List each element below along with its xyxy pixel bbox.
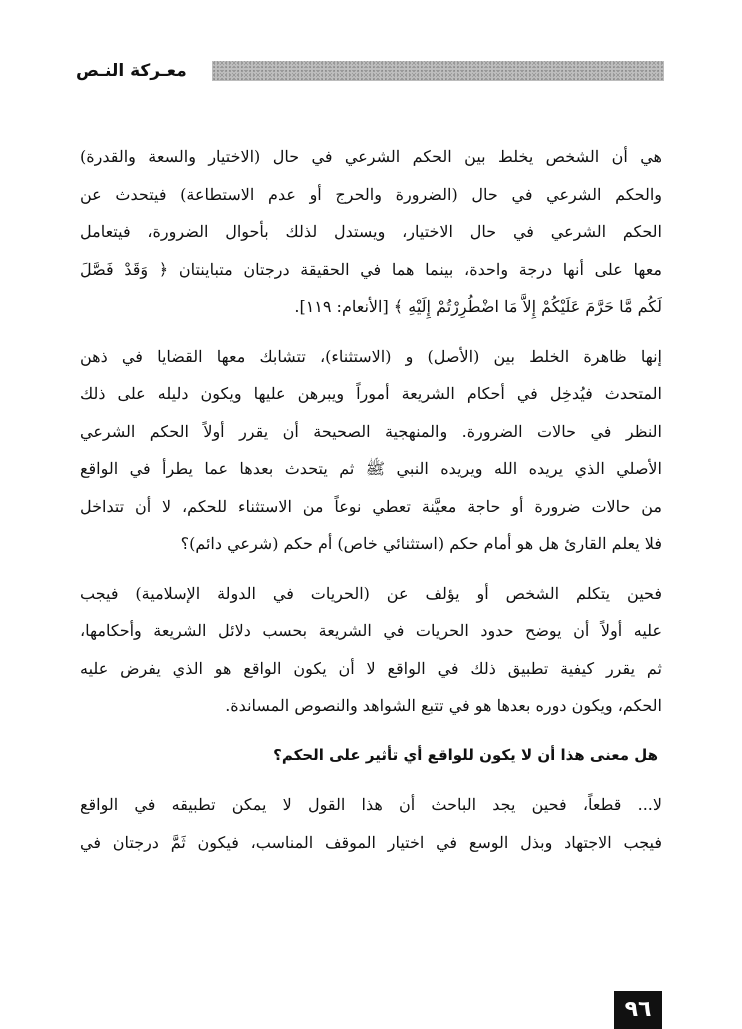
text-line: النظر في حالات الضرورة. والمنهجية الصحيحة أن يقرر أولاً الحكم الشرعي bbox=[80, 421, 662, 441]
text-line: فحين يتكلم الشخص أو يؤلف عن (الحريات في الدولة الإسلامية) فيجب bbox=[80, 583, 662, 603]
header-decorative-band bbox=[212, 61, 664, 81]
text-line: والحكم الشرعي في حال (الضرورة والحرج أو عدم الاستطاعة) فيتحدث عن bbox=[80, 184, 662, 204]
paragraph-1 bbox=[80, 138, 662, 326]
text-line: لَكُم مَّا حَرَّمَ عَلَيْكُمْ إِلاَّ مَا اضْطُرِرْتُمْ إِلَيْهِ ﴾ [الأنعام: ١١٩]. bbox=[294, 297, 662, 316]
text-line: معها على أنها درجة واحدة، بينما هما في الحقيقة درجتان متباينتان ﴿ وَقَدْ فَصَّلَ bbox=[80, 259, 662, 279]
text-line: فيجب الاجتهاد وبذل الوسع في اختيار الموقف المناسب، فيكون ثَمَّ درجتان في bbox=[80, 832, 662, 852]
paragraph-3 bbox=[80, 575, 662, 725]
text-line: إنها ظاهرة الخلط بين (الأصل) و (الاستثناء)، تتشابك معها القضايا في ذهن bbox=[80, 346, 662, 366]
page-number: ٩٦ bbox=[614, 991, 662, 1029]
text-line: عليه أولاً أن يوضح حدود الحريات في الشريعة بحسب دلائل الشريعة وأحكامها، bbox=[80, 621, 662, 640]
page-body bbox=[80, 138, 662, 873]
text-line: فلا يعلم القارئ هل هو أمام حكم (استثنائي خاص) أم حكم (شرعي دائم)؟ bbox=[180, 534, 662, 553]
text-line: ثم يقرر كيفية تطبيق ذلك في الواقع لا أن يكون الواقع هو الذي يفرض عليه bbox=[80, 658, 662, 678]
text-line: هي أن الشخص يخلط بين الحكم الشرعي في حال (الاختيار والسعة والقدرة) bbox=[80, 147, 662, 166]
text-line: الحكم، ويكون دوره بعدها هو في تتبع الشواهد والنصوص المساندة. bbox=[225, 696, 662, 715]
question-heading bbox=[80, 737, 662, 775]
text-line: الحكم الشرعي في حال الاختيار، ويستدل لذلك بأحوال الضرورة، فيتعامل bbox=[80, 222, 662, 241]
running-header bbox=[76, 58, 664, 84]
text-line: المتحدث فيُدخِل في أحكام الشريعة أموراً ويبرهن عليها ويكون دليله على ذلك bbox=[80, 384, 662, 403]
paragraph-4 bbox=[80, 786, 662, 861]
header-title: معـركة النـص bbox=[76, 61, 187, 81]
text-line: لا... قطعاً، فحين يجد الباحث أن هذا القول لا يمكن تطبيقه في الواقع bbox=[80, 795, 662, 814]
text-line: من حالات ضرورة أو حاجة معيَّنة تعطي نوعاً من الاستثناء للحكم، لا أن تتداخل bbox=[80, 496, 662, 516]
question-line: هل معنى هذا أن لا يكون للواقع أي تأثير على الحكم؟ bbox=[273, 745, 658, 764]
paragraph-2 bbox=[80, 338, 662, 563]
text-line: الأصلي الذي يريده الله ويريده النبي ﷺ ثم يتحدث بعدها عما يطرأ في الواقع bbox=[80, 459, 662, 478]
